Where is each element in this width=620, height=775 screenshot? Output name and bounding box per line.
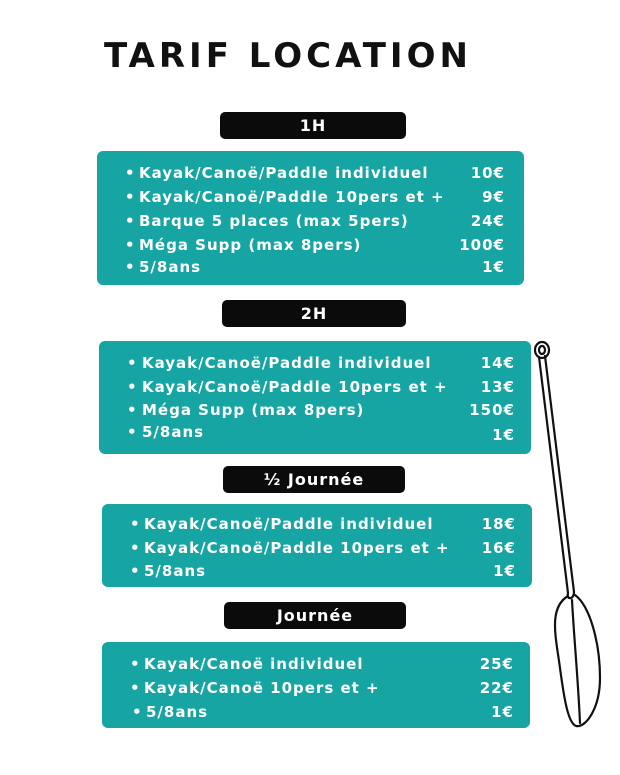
bullet: •: [132, 703, 143, 721]
item-price: 16€: [481, 539, 516, 557]
page-title: TARIF LOCATION: [104, 36, 472, 76]
list-item: [97, 209, 524, 233]
list-item: [99, 420, 531, 444]
item-name: Kayak/Canoë 10pers et +: [144, 679, 380, 697]
bullet: •: [130, 515, 141, 533]
item-name: Kayak/Canoë/Paddle individuel: [139, 164, 429, 182]
bullet: •: [125, 188, 136, 206]
item-price: 150€: [469, 401, 515, 419]
bullet: •: [127, 378, 138, 396]
item-name: Kayak/Canoë/Paddle 10pers et +: [142, 378, 448, 396]
item-name: Kayak/Canoë/Paddle 10pers et +: [144, 539, 450, 557]
item-name: Méga Supp (max 8pers): [139, 236, 362, 254]
item-name: Kayak/Canoë/Paddle individuel: [144, 515, 434, 533]
section-full-day-header: Journée: [224, 602, 406, 629]
list-item: [99, 351, 531, 375]
item-name: Barque 5 places (max 5pers): [139, 212, 409, 230]
bullet: •: [127, 354, 138, 372]
item-price: 1€: [491, 703, 514, 721]
list-item: [99, 375, 531, 399]
section-full-day-box: [102, 642, 530, 728]
bullet: •: [127, 423, 138, 441]
item-name: Kayak/Canoë individuel: [144, 655, 364, 673]
bullet: •: [125, 212, 136, 230]
section-2h-box: [99, 341, 531, 454]
item-price: 9€: [482, 188, 505, 206]
bullet: •: [125, 236, 136, 254]
section-1h-header: 1H: [220, 112, 406, 139]
bullet: •: [125, 258, 136, 276]
section-half-day-box: [102, 504, 532, 587]
item-name: Kayak/Canoë/Paddle 10pers et +: [139, 188, 445, 206]
item-name: Méga Supp (max 8pers): [142, 401, 365, 419]
item-price: 24€: [470, 212, 505, 230]
item-price: 1€: [492, 426, 515, 444]
item-price: 18€: [481, 515, 516, 533]
section-1h-box: [97, 151, 524, 285]
item-price: 10€: [470, 164, 505, 182]
list-item: [102, 559, 532, 583]
item-name: 5/8ans: [139, 258, 202, 276]
item-price: 1€: [493, 562, 516, 580]
item-name: 5/8ans: [142, 423, 205, 441]
item-name: 5/8ans: [146, 703, 209, 721]
list-item: [97, 233, 524, 257]
list-item: [102, 700, 530, 724]
paddle-icon: [528, 338, 608, 738]
item-price: 100€: [459, 236, 505, 254]
bullet: •: [130, 655, 141, 673]
item-price: 14€: [480, 354, 515, 372]
bullet: •: [125, 164, 136, 182]
item-price: 22€: [479, 679, 514, 697]
item-name: Kayak/Canoë/Paddle individuel: [142, 354, 432, 372]
list-item: [97, 255, 524, 279]
list-item: [97, 185, 524, 209]
bullet: •: [127, 401, 138, 419]
section-2h-header: 2H: [222, 300, 406, 327]
bullet: •: [130, 539, 141, 557]
item-name: 5/8ans: [144, 562, 207, 580]
list-item: [102, 512, 532, 536]
section-half-day-header: ½ Journée: [223, 466, 405, 493]
bullet: •: [130, 562, 141, 580]
list-item: [99, 398, 531, 422]
item-price: 1€: [482, 258, 505, 276]
list-item: [102, 652, 530, 676]
item-price: 13€: [480, 378, 515, 396]
item-price: 25€: [479, 655, 514, 673]
list-item: [97, 161, 524, 185]
list-item: [102, 676, 530, 700]
bullet: •: [130, 679, 141, 697]
list-item: [102, 536, 532, 560]
